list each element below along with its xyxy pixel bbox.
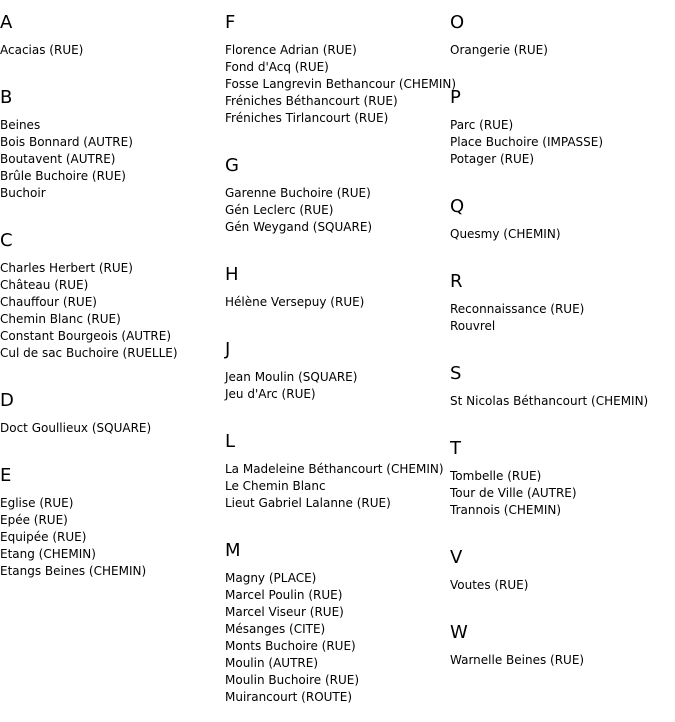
- street-list: [450, 393, 675, 426]
- street-list: [450, 226, 675, 259]
- street-link[interactable]: Monts Buchoire (RUE): [225, 639, 356, 653]
- street-link[interactable]: Florence Adrian (RUE): [225, 43, 357, 57]
- street-item[interactable]: [0, 168, 224, 185]
- street-link[interactable]: Boutavent (AUTRE): [0, 152, 116, 166]
- street-item[interactable]: [225, 638, 449, 655]
- section-letter: W: [450, 622, 468, 643]
- section-letter: G: [225, 155, 239, 176]
- street-item[interactable]: [450, 485, 675, 502]
- street-link[interactable]: Chemin Blanc (RUE): [0, 312, 121, 326]
- street-item[interactable]: [225, 587, 449, 604]
- street-link[interactable]: Eglise (RUE): [0, 496, 74, 510]
- street-link[interactable]: Equipée (RUE): [0, 530, 87, 544]
- street-item[interactable]: [225, 495, 449, 512]
- street-item[interactable]: [225, 59, 449, 76]
- street-item[interactable]: [225, 369, 449, 386]
- street-item[interactable]: [0, 512, 224, 529]
- street-item[interactable]: [0, 345, 224, 362]
- section-letter: B: [0, 87, 13, 108]
- street-link[interactable]: Marcel Poulin (RUE): [225, 588, 343, 602]
- street-list: [450, 577, 675, 610]
- section-d: [0, 390, 224, 453]
- column-1: [0, 0, 224, 596]
- street-item[interactable]: [225, 655, 449, 672]
- street-item[interactable]: [225, 76, 457, 93]
- street-list: [225, 294, 449, 327]
- street-link[interactable]: Muirancourt (ROUTE): [225, 690, 353, 704]
- section-f: [225, 12, 457, 143]
- street-link[interactable]: Fréniches Béthancourt (RUE): [225, 94, 398, 108]
- section-e: [0, 465, 224, 596]
- street-link[interactable]: Voutes (RUE): [450, 578, 529, 592]
- street-link[interactable]: Acacias (RUE): [0, 43, 84, 57]
- street-link[interactable]: Marcel Viseur (RUE): [225, 605, 344, 619]
- street-item[interactable]: [225, 42, 449, 59]
- street-item[interactable]: [225, 621, 449, 638]
- street-link[interactable]: Bois Bonnard (AUTRE): [0, 135, 133, 149]
- street-link[interactable]: Jean Moulin (SQUARE): [225, 370, 358, 384]
- section-t: [450, 438, 675, 535]
- section-j: [225, 339, 449, 419]
- column-3: [450, 0, 675, 685]
- section-letter: M: [225, 540, 241, 561]
- street-item[interactable]: [450, 468, 675, 485]
- street-item[interactable]: [225, 689, 449, 706]
- street-item[interactable]: [0, 420, 224, 437]
- street-link[interactable]: Trannois (CHEMIN): [450, 503, 562, 517]
- street-list: [0, 42, 224, 75]
- street-item[interactable]: [225, 461, 449, 478]
- street-item[interactable]: [450, 502, 675, 519]
- street-link[interactable]: Etang (CHEMIN): [0, 547, 96, 561]
- street-link[interactable]: Quesmy (CHEMIN): [450, 227, 561, 241]
- street-item[interactable]: [225, 185, 449, 202]
- section-letter: F: [225, 12, 236, 33]
- street-item[interactable]: [225, 110, 449, 127]
- street-item[interactable]: [450, 226, 675, 243]
- section-letter: Q: [450, 196, 465, 217]
- street-link[interactable]: Cul de sac Buchoire (RUELLE): [0, 346, 178, 360]
- street-link[interactable]: Brûle Buchoire (RUE): [0, 169, 126, 183]
- section-s: [450, 363, 675, 426]
- street-list: [450, 468, 675, 535]
- street-link[interactable]: Moulin (AUTRE): [225, 656, 318, 670]
- street-link[interactable]: Le Chemin Blanc: [225, 479, 326, 493]
- street-item[interactable]: [0, 151, 224, 168]
- street-item[interactable]: [450, 318, 675, 335]
- street-link[interactable]: Fréniches Tirlancourt (RUE): [225, 111, 389, 125]
- street-link[interactable]: Gén Weygand (SQUARE): [225, 220, 373, 234]
- street-item[interactable]: [450, 652, 675, 669]
- street-item[interactable]: [225, 202, 449, 219]
- section-g: [225, 155, 449, 252]
- section-w: [450, 622, 675, 685]
- section-v: [450, 547, 675, 610]
- street-link[interactable]: Jeu d'Arc (RUE): [225, 387, 316, 401]
- street-link[interactable]: La Madeleine Béthancourt (CHEMIN): [225, 462, 444, 476]
- street-link[interactable]: Fosse Langrevin Bethancour (CHEMIN): [225, 77, 457, 91]
- street-list: [0, 117, 224, 218]
- street-item[interactable]: [450, 42, 675, 59]
- section-b: [0, 87, 224, 218]
- street-link[interactable]: Magny (PLACE): [225, 571, 317, 585]
- section-l: [225, 431, 449, 528]
- street-item[interactable]: [450, 117, 675, 134]
- section-letter: V: [450, 547, 463, 568]
- section-letter: T: [450, 438, 461, 459]
- street-link[interactable]: Warnelle Beines (RUE): [450, 653, 585, 667]
- street-link[interactable]: Parc (RUE): [450, 118, 514, 132]
- street-link[interactable]: Reconnaissance (RUE): [450, 302, 585, 316]
- section-letter: S: [450, 363, 462, 384]
- street-item[interactable]: [0, 563, 224, 580]
- street-item[interactable]: [0, 294, 224, 311]
- street-list: [225, 42, 457, 143]
- section-letter: H: [225, 264, 239, 285]
- street-item[interactable]: [225, 570, 449, 587]
- section-letter: L: [225, 431, 236, 452]
- street-list: [450, 117, 675, 184]
- street-link[interactable]: Hélène Versepuy (RUE): [225, 295, 365, 309]
- street-item[interactable]: [225, 219, 449, 236]
- street-list: [225, 185, 449, 252]
- section-p: [450, 87, 675, 184]
- section-r: [450, 271, 675, 351]
- street-item[interactable]: [450, 393, 675, 410]
- street-link[interactable]: Constant Bourgeois (AUTRE): [0, 329, 172, 343]
- street-list: [450, 42, 675, 75]
- street-item[interactable]: [450, 151, 675, 168]
- street-item[interactable]: [0, 117, 224, 134]
- section-h: [225, 264, 449, 327]
- section-m: [225, 540, 449, 722]
- section-letter: P: [450, 87, 461, 108]
- street-link[interactable]: Potager (RUE): [450, 152, 535, 166]
- section-letter: E: [0, 465, 12, 486]
- street-item[interactable]: [0, 328, 224, 345]
- street-item[interactable]: [225, 672, 449, 689]
- street-item[interactable]: [0, 260, 224, 277]
- street-list: [0, 420, 224, 453]
- street-item[interactable]: [0, 42, 224, 59]
- street-link[interactable]: Beines: [0, 118, 41, 132]
- street-link[interactable]: Charles Herbert (RUE): [0, 261, 133, 275]
- street-item[interactable]: [0, 277, 224, 294]
- section-o: [450, 12, 675, 75]
- street-item[interactable]: [225, 294, 449, 311]
- street-link[interactable]: Fond d'Acq (RUE): [225, 60, 329, 74]
- street-list: [0, 495, 224, 596]
- section-letter: C: [0, 230, 13, 251]
- section-letter: R: [450, 271, 463, 292]
- street-link[interactable]: Gén Leclerc (RUE): [225, 203, 334, 217]
- street-link[interactable]: Epée (RUE): [0, 513, 68, 527]
- street-item[interactable]: [225, 478, 449, 495]
- street-link[interactable]: Mésanges (CITE): [225, 622, 326, 636]
- section-q: [450, 196, 675, 259]
- street-link[interactable]: Tombelle (RUE): [450, 469, 542, 483]
- street-link[interactable]: Tour de Ville (AUTRE): [450, 486, 577, 500]
- street-link[interactable]: Chauffour (RUE): [0, 295, 97, 309]
- street-item[interactable]: [450, 301, 675, 318]
- section-letter: J: [225, 339, 231, 360]
- street-item[interactable]: [0, 185, 224, 202]
- street-list: [225, 461, 449, 528]
- street-list: [225, 570, 449, 722]
- street-link[interactable]: Rouvrel: [450, 319, 496, 333]
- street-list: [450, 652, 675, 685]
- street-item[interactable]: [0, 495, 224, 512]
- street-list: [0, 260, 224, 378]
- street-list: [225, 369, 449, 419]
- section-letter: D: [0, 390, 14, 411]
- street-link[interactable]: Orangerie (RUE): [450, 43, 548, 57]
- street-link[interactable]: Doct Goullieux (SQUARE): [0, 421, 152, 435]
- street-item[interactable]: [450, 577, 675, 594]
- street-item[interactable]: [225, 386, 449, 403]
- street-item[interactable]: [0, 529, 224, 546]
- street-link[interactable]: Garenne Buchoire (RUE): [225, 186, 371, 200]
- street-link[interactable]: St Nicolas Béthancourt (CHEMIN): [450, 394, 649, 408]
- street-link[interactable]: Etangs Beines (CHEMIN): [0, 564, 147, 578]
- street-link[interactable]: Moulin Buchoire (RUE): [225, 673, 360, 687]
- street-list: [450, 301, 675, 351]
- section-a: [0, 12, 224, 75]
- street-item[interactable]: [0, 311, 224, 328]
- street-item[interactable]: [225, 604, 449, 621]
- section-letter: O: [450, 12, 465, 33]
- section-c: [0, 230, 224, 378]
- street-item[interactable]: [225, 93, 449, 110]
- street-item[interactable]: [0, 134, 224, 151]
- street-link[interactable]: Château (RUE): [0, 278, 89, 292]
- street-link[interactable]: Buchoir: [0, 186, 46, 200]
- column-2: [225, 0, 457, 722]
- street-link[interactable]: Lieut Gabriel Lalanne (RUE): [225, 496, 391, 510]
- section-letter: A: [0, 12, 13, 33]
- street-item[interactable]: [0, 546, 224, 563]
- street-item[interactable]: [450, 134, 675, 151]
- street-link[interactable]: Place Buchoire (IMPASSE): [450, 135, 604, 149]
